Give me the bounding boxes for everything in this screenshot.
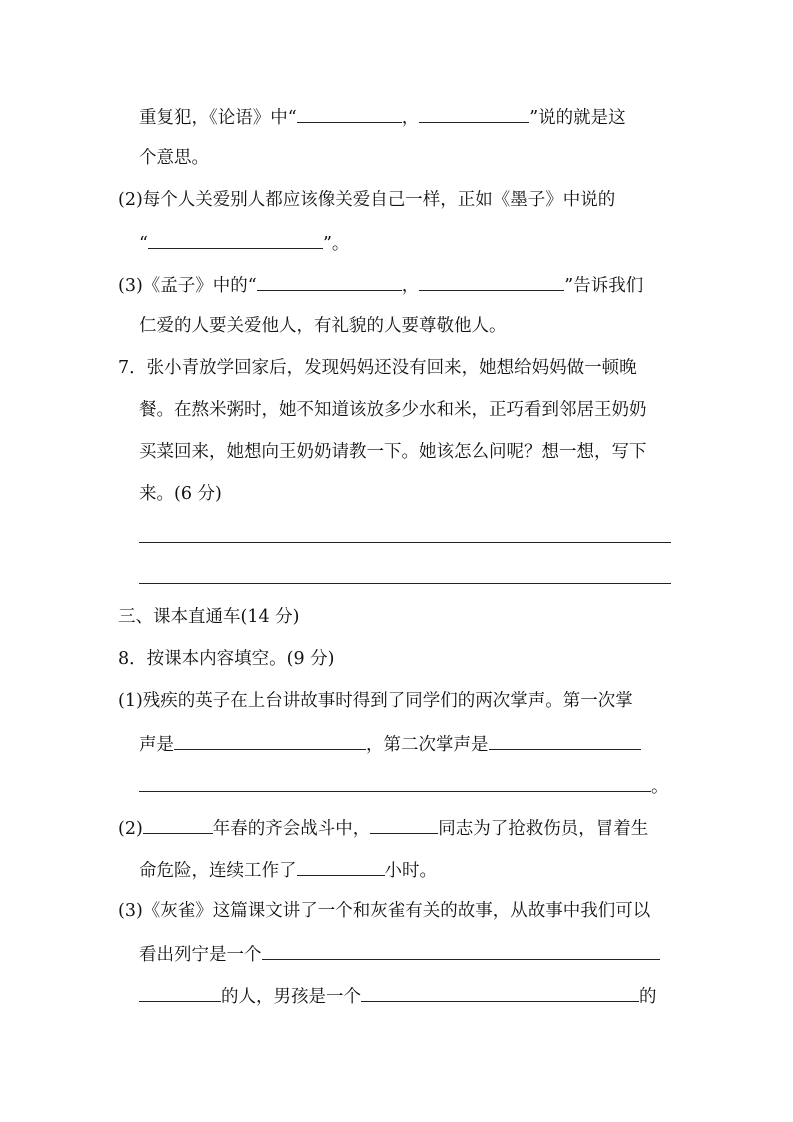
q6-line-2 (139, 146, 209, 170)
text: (3)《孟子》中的“ (118, 276, 257, 296)
text: 仁爱的人要关爱他人，有礼貌的人要尊敬他人。 (139, 316, 507, 336)
q7-line-4 (139, 482, 222, 506)
q8-title (118, 647, 335, 671)
text: 看出列宁是一个 (139, 945, 262, 965)
answer-blank[interactable] (370, 815, 438, 834)
answer-blank[interactable] (262, 941, 660, 960)
q7-line-3 (139, 440, 647, 464)
answer-blank[interactable] (139, 773, 651, 792)
text: 7．张小青放学回家后，发现妈妈还没有回来，她想给妈妈做一顿晚 (118, 358, 637, 378)
answer-blank[interactable] (148, 230, 323, 249)
text: (2)每个人关爱别人都应该像关爱自己一样，正如《墨子》中说的 (118, 190, 616, 210)
answer-blank[interactable] (361, 983, 639, 1002)
q8-p2-line-2 (139, 857, 437, 883)
answer-blank[interactable] (419, 104, 529, 123)
text: 三、课本直通车(14 分) (118, 607, 300, 627)
q8-p2-line-1 (118, 815, 648, 841)
q6-p3-line-1 (118, 272, 643, 298)
answer-blank[interactable] (139, 983, 221, 1002)
text: 同志为了抢救伤员，冒着生 (438, 819, 649, 839)
answer-blank[interactable] (257, 272, 402, 291)
q8-p3-line-3 (139, 983, 657, 1009)
q7-line-1 (118, 356, 637, 380)
text: ， (401, 276, 420, 296)
q7-line-2 (139, 398, 647, 422)
q8-p1-line-2 (139, 731, 641, 757)
q6-line-1 (139, 104, 626, 130)
text: ，第二次掌声是 (366, 735, 489, 755)
text: 的 (639, 987, 657, 1007)
q8-p1-line-1 (118, 689, 633, 713)
text: 。 (651, 777, 669, 797)
answer-blank[interactable] (297, 857, 385, 876)
text: 命危险，连续工作了 (139, 861, 297, 881)
text: 小时。 (384, 861, 437, 881)
text: (3)《灰雀》这篇课文讲了一个和灰雀有关的故事，从故事中我们可以 (118, 901, 651, 921)
q6-p2-line-2 (139, 230, 349, 256)
text: ”说的就是这 (529, 108, 626, 128)
text: (1)残疾的英子在上台讲故事时得到了同学们的两次掌声。第一次掌 (118, 691, 633, 711)
text: “ (139, 234, 148, 254)
text: 来。(6 分) (139, 484, 222, 504)
text: 年春的齐会战斗中， (212, 819, 371, 839)
answer-line[interactable] (139, 583, 671, 584)
answer-line[interactable] (139, 542, 671, 543)
text: 声是 (139, 735, 174, 755)
text: ”。 (322, 234, 350, 254)
text: ， (401, 108, 420, 128)
text: 个意思。 (139, 148, 209, 168)
text: 餐。在熬米粥时，她不知道该放多少水和米，正巧看到邻居王奶奶 (139, 400, 647, 420)
answer-blank[interactable] (174, 731, 366, 750)
q6-p2-line-1 (118, 188, 615, 212)
section-heading (118, 605, 300, 629)
answer-blank[interactable] (143, 815, 213, 834)
q8-p3-line-1 (118, 899, 650, 923)
q8-p3-line-2 (139, 941, 660, 967)
text: 买菜回来，她想向王奶奶请教一下。她该怎么问呢？想一想，写下 (139, 442, 647, 462)
answer-blank[interactable] (419, 272, 564, 291)
answer-blank[interactable] (297, 104, 402, 123)
answer-blank[interactable] (489, 731, 641, 750)
q6-p3-line-2 (139, 314, 507, 338)
text: 的人，男孩是一个 (221, 987, 361, 1007)
text: 重复犯，《论语》中“ (139, 108, 297, 128)
text: 8．按课本内容填空。(9 分) (118, 649, 335, 669)
text: ”告诉我们 (564, 276, 644, 296)
text: (2) (118, 819, 143, 839)
q8-p1-line-3 (139, 773, 669, 799)
